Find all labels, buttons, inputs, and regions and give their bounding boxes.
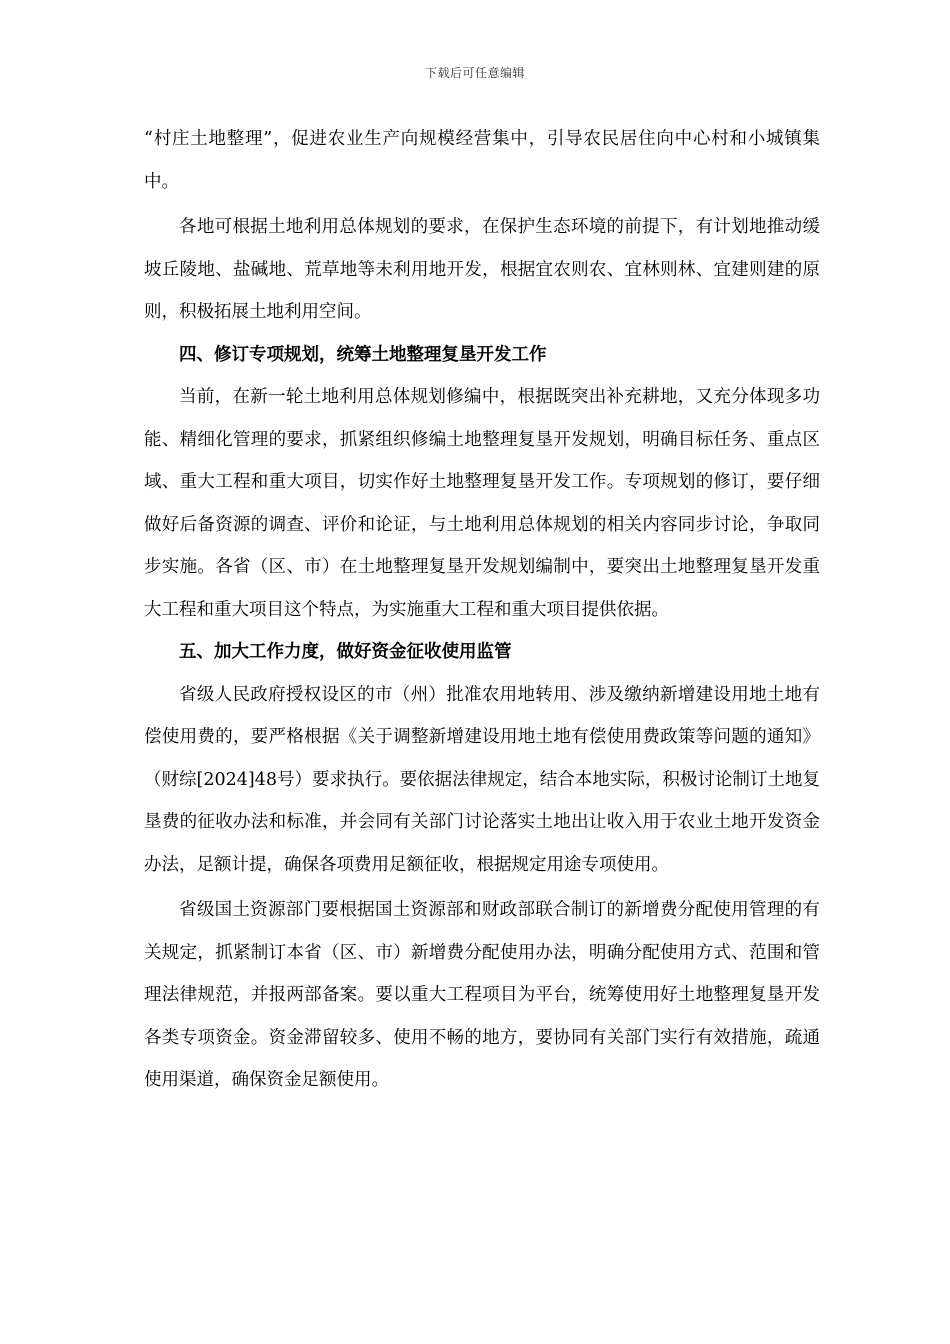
paragraph-fund-allocation: 省级国土资源部门要根据国土资源部和财政部联合制订的新增费分配使用管理的有关规定，抓紧制订本省（区、市）新增费分配使用办法，明确分配使用方式、范围和管理法律规范，并报两部备案。要以重大工程项目为平台，统筹使用好土地整理复垦开发各类专项资金。资金滞留较多、使用不畅的地方，要协同有关部门实行有效措施，疏通使用渠道，确保资金足额使用。 <box>144 900 820 1090</box>
paragraph-special-planning: 当前，在新一轮土地利用总体规划修编中，根据既突出补充耕地，又充分体现多功能、精细化管理的要求，抓紧组织修编土地整理复垦开发规划，明确目标任务、重点区域、重大工程和重大项目，切实作好土地整理复垦开发工作。专项规划的修订，要仔细做好后备资源的调查、评价和论证，与土地利用总体规划的相关内容同步讨论，争取同步实施。各省（区、市）在土地整理复垦开发规划编制中，要突出土地整理复垦开发重大工程和重大项目这个特点，为实施重大工程和重大项目提供依据。 <box>144 387 820 620</box>
page-header: 下载后可任意编辑 <box>424 66 525 80</box>
document-body <box>144 118 820 1102</box>
section-heading-four: 四、修订专项规划，统筹土地整理复垦开发工作 <box>179 344 547 365</box>
section-heading-five: 五、加大工作力度，做好资金征收使用监管 <box>179 642 512 662</box>
paragraph-continuation: “村庄土地整理”，促进农业生产向规模经营集中，引导农民居住向中心村和小城镇集中。 <box>144 129 820 192</box>
paragraph-land-development: 各地可根据土地利用总体规划的要求，在保护生态环境的前提下，有计划地推动缓坡丘陵地、盐碱地、荒草地等未利用地开发，根据宜农则农、宜林则林、宜建则建的原则，积极拓展土地利用空间。 <box>144 217 820 322</box>
paragraph-fund-collection: 省级人民政府授权设区的市（州）批准农用地转用、涉及缴纳新增建设用地土地有偿使用费的，要严格根据《关于调整新增建设用地土地有偿使用费政策等问题的通知》（财综[2024]48号）要求执行。要依据法律规定，结合本地实际，积极讨论制订土地复垦费的征收办法和标准，并会同有关部门讨论落实土地出让收入用于农业土地开发资金办法，足额计提，确保各项费用足额征收，根据规定用途专项使用。 <box>144 684 820 875</box>
